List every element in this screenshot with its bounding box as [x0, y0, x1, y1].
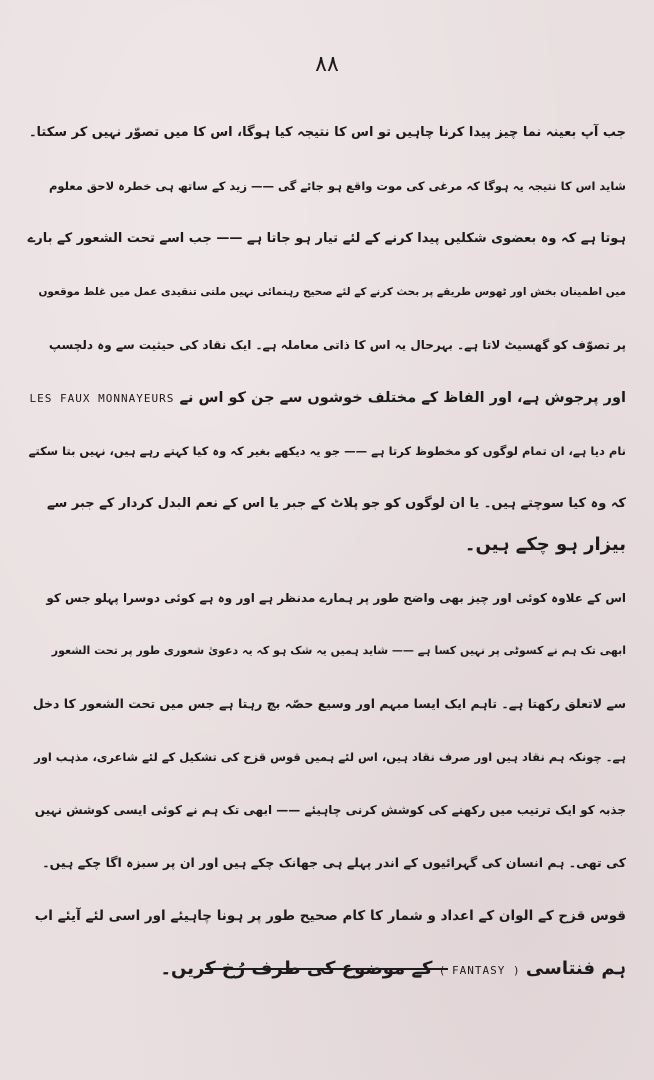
- novel-title: LES FAUX MONNAYEURS: [29, 392, 175, 405]
- text-line: ابھی تک ہم نے کسوٹی پر نہیں کسا ہے —— شاید ہمیں یہ شک ہو کہ یہ دعویٰ شعوری طور پر تحت الشعور: [51, 644, 626, 657]
- text-line: ہوتا ہے کہ وہ بعضوی شکلیں پیدا کرنے کے لئے تیار ہو جاتا ہے —— جب اسے تحت الشعور کے بارے: [27, 231, 626, 246]
- text-line: ہے۔ چونکہ ہم نقاد ہیں اور صرف نقاد ہیں، اس لئے ہمیں قوس قزح کی تشکیل کے لئے شاعری، مذہب اور: [34, 750, 626, 764]
- text-line: نام دیا ہے، ان تمام لوگوں کو مخطوظ کرتا ہے —— جو یہ دیکھے بغیر کہ وہ کیا کہتے رہے ہیں، نہیں بتا سکتے: [28, 444, 626, 458]
- text-line: سے لاتعلق رکھتا ہے۔ تاہم ایک ایسا مبہم اور وسیع حصّہ بچ رہتا ہے جس میں تحت الشعور کا دخل: [32, 696, 626, 711]
- text-line: [30, 377, 626, 419]
- text-line: میں اطمینان بخش اور ٹھوس طریقے پر بحث کرنے کے لئے صحیح رہنمائی نہیں ملتی تنقیدی عمل میں غلط موقعوں: [38, 286, 626, 298]
- text-line: جذبہ کو ایک ترتیب میں رکھنے کی کوشش کرنی چاہیئے —— ابھی تک ہم نے کوئی ایسی کوشش نہیں: [34, 803, 626, 817]
- text-line: پر تصوّف کو گھسیٹ لاتا ہے۔ بہرحال یہ اس کا ذاتی معاملہ ہے۔ ایک نقاد کی حیثیت سے وہ دلچسپ: [48, 338, 626, 352]
- page-number: ۸۸: [315, 52, 339, 77]
- text-line: کہ وہ کیا سوچتے ہیں۔ یا ان لوگوں کو جو پلاٹ کے جبر یا اس کے نعم البدل کردار کے جبر سے: [46, 496, 626, 511]
- end-rule: [205, 968, 448, 970]
- text-line: اس کے علاوہ کوئی اور چیز بھی واضح طور پر ہمارے مدنظر ہے اور وہ ہے کوئی دوسرا پہلو جس کو: [46, 591, 626, 605]
- text-line: بیزار ہو چکے ہیں۔: [464, 534, 626, 555]
- text-segment: کے موضوع کی طرف رُخ کریں۔: [160, 958, 433, 979]
- text-line: قوس قزح کے الوان کے اعداد و شمار کا کام صحیح طور پر ہونا چاہیئے اور اسی لئے آیئے اب: [34, 908, 626, 924]
- text-segment: ہم فنتاسی: [525, 958, 626, 979]
- fantasy-term: ( FANTASY ): [438, 964, 520, 977]
- text-segment: اور پرجوش ہے، اور الفاظ کے مختلف خوشوں سے جن کو اس نے: [179, 390, 626, 406]
- text-line: شاید اس کا نتیجہ یہ ہوگا کہ مرغی کی موت واقع ہو جائے گی —— زید کے ساتھ ہی خطرہ لاحق معلوم: [48, 179, 626, 193]
- text-line: کی تھی۔ ہم انسان کی گہرائیوں کے اندر پہلے ہی جھانک چکے ہیں اور ان پر سبزہ اگا چکے ہیں۔: [42, 855, 626, 870]
- text-line: جب آپ بعینہ نما چیز پیدا کرنا چاہیں تو اس کا نتیجہ کیا ہوگا، اس کا میں تصوّر نہیں کر سکتا۔: [28, 125, 626, 140]
